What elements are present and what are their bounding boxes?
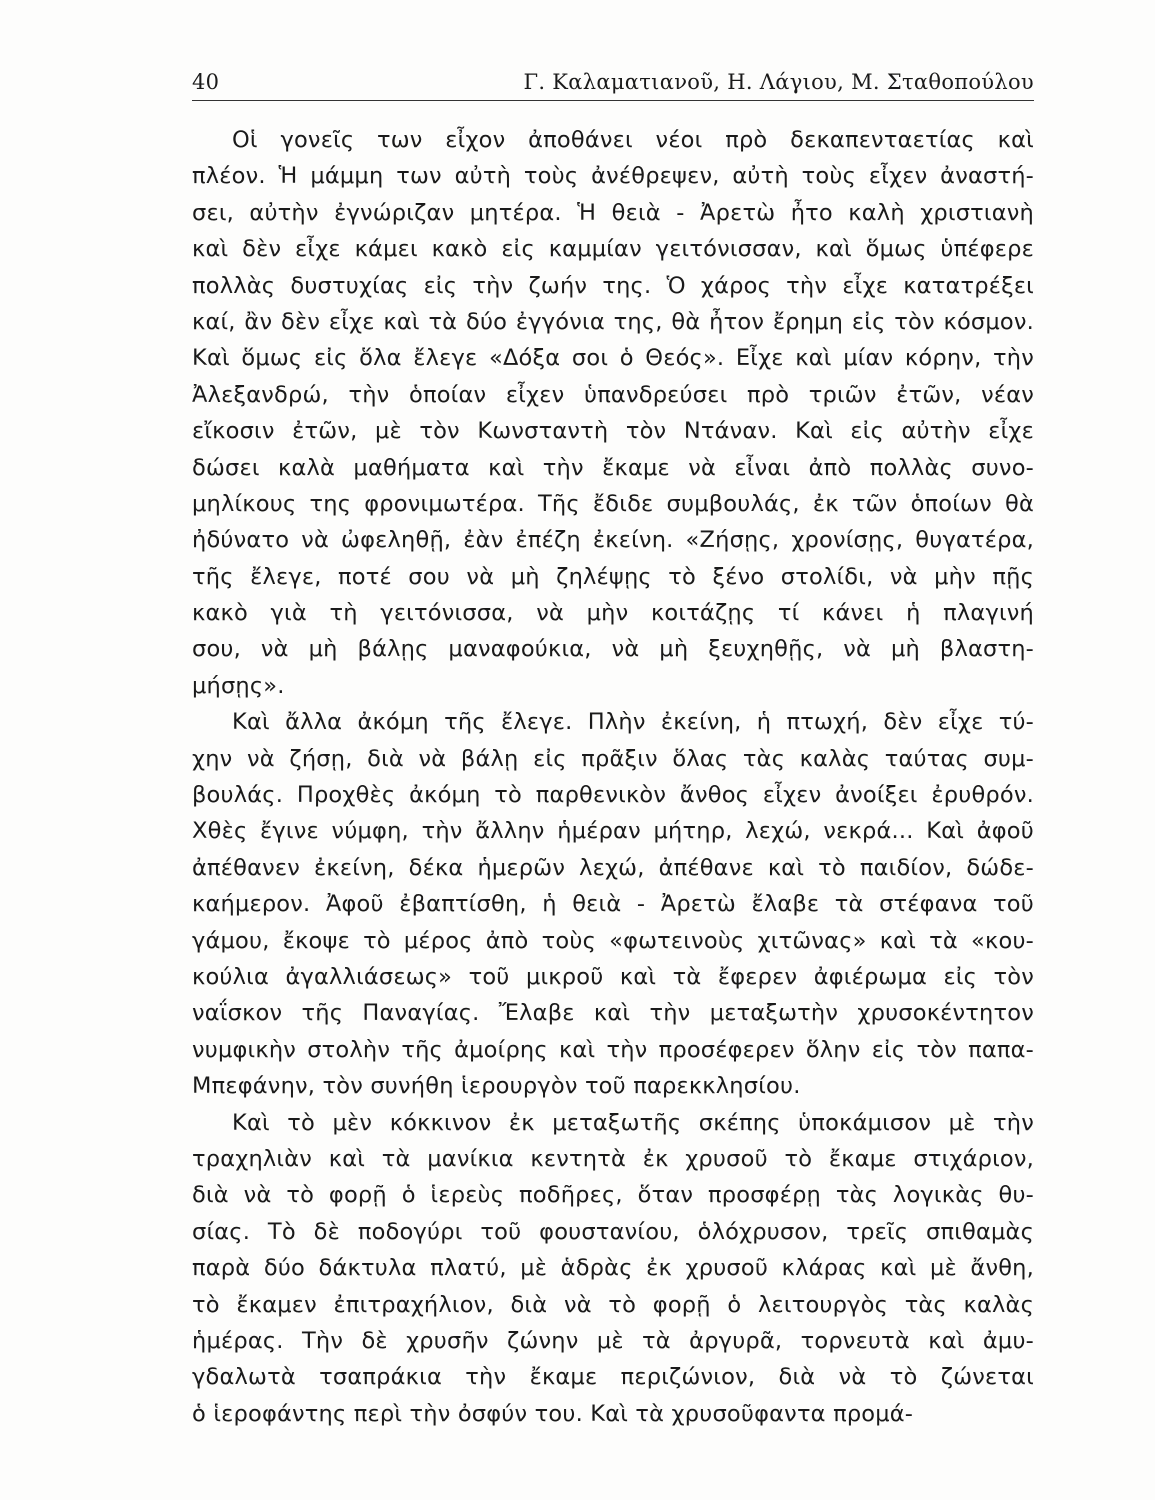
text-line: ἠδύνατο νὰ ὠφεληθῇ, ἐὰν ἐπέζη ἐκείνη. «Ζήσῃς, χρονίσῃς, θυγατέρα, [192, 527, 1034, 554]
text-line: Καὶ ἄλλα ἀκόμη τῆς ἔλεγε. Πλὴν ἐκείνη, ἡ πτωχή, δὲν εἶχε τύ- [232, 709, 1034, 736]
text-line: ναΐσκον τῆς Παναγίας. Ἔλαβε καὶ τὴν μεταξωτὴν χρυσοκέντητον [192, 1000, 1034, 1027]
text-line: ἀπέθανεν ἐκείνη, δέκα ἡμερῶν λεχώ, ἀπέθανε καὶ τὸ παιδίον, δώδε- [192, 854, 1034, 881]
text-line: Ἀλεξανδρώ, τὴν ὁποίαν εἶχεν ὑπανδρεύσει πρὸ τριῶν ἐτῶν, νέαν [192, 381, 1034, 408]
text-line: καί, ἂν δὲν εἶχε καὶ τὰ δύο ἐγγόνια της, θὰ ἦτον ἔρημη εἰς τὸν κόσμον. [192, 308, 1034, 335]
header-rule [192, 100, 1034, 101]
text-line: Μπεφάνην, τὸν συνήθη ἱερουργὸν τοῦ παρεκκλησίου. [192, 1073, 801, 1100]
text-line: Καὶ ὅμως εἰς ὅλα ἔλεγε «Δόξα σοι ὁ Θεός». Εἶχε καὶ μίαν κόρην, τὴν [192, 345, 1034, 372]
text-line: δώσει καλὰ μαθήματα καὶ τὴν ἔκαμε νὰ εἶναι ἀπὸ πολλὰς συνο- [192, 454, 1034, 481]
text-line: γδαλωτὰ τσαπράκια τὴν ἔκαμε περιζώνιον, διὰ νὰ τὸ ζώνεται [192, 1364, 1034, 1391]
text-line: εἴκοσιν ἐτῶν, μὲ τὸν Κωνσταντὴ τὸν Ντάναν. Καὶ εἰς αὐτὴν εἶχε [192, 418, 1034, 445]
text-line: τραχηλιὰν καὶ τὰ μανίκια κεντητὰ ἐκ χρυσοῦ τὸ ἔκαμε στιχάριον, [192, 1145, 1034, 1172]
text-line: νυμφικὴν στολὴν τῆς ἀμοίρης καὶ τὴν προσέφερεν ὅλην εἰς τὸν παπα- [192, 1036, 1034, 1063]
text-line: τὸ ἔκαμεν ἐπιτραχήλιον, διὰ νὰ τὸ φορῇ ὁ λειτουργὸς τὰς καλὰς [192, 1291, 1034, 1318]
paragraph [192, 122, 1034, 704]
text-line: σίας. Τὸ δὲ ποδογύρι τοῦ φουστανίου, ὁλόχρυσον, τρεῖς σπιθαμὰς [192, 1218, 1034, 1245]
text-line: ἡμέρας. Τὴν δὲ χρυσῆν ζώνην μὲ τὰ ἀργυρᾶ, τορνευτὰ καὶ ἀμυ- [192, 1327, 1034, 1354]
text-line: καὶ δὲν εἶχε κάμει κακὸ εἰς καμμίαν γειτόνισσαν, καὶ ὅμως ὑπέφερε [192, 236, 1034, 263]
paragraph [192, 1105, 1034, 1433]
text-line: γάμου, ἔκοψε τὸ μέρος ἀπὸ τοὺς «φωτεινοὺς χιτῶνας» καὶ τὰ «κου- [192, 927, 1034, 954]
text-line: μήσῃς». [192, 672, 285, 699]
text-line: παρὰ δύο δάκτυλα πλατύ, μὲ ἁδρὰς ἐκ χρυσοῦ κλάρας καὶ μὲ ἄνθη, [192, 1255, 1034, 1282]
text-line: τῆς ἔλεγε, ποτέ σου νὰ μὴ ζηλέψῃς τὸ ξένο στολίδι, νὰ μὴν πῇς [192, 563, 1034, 590]
text-line: Χθὲς ἔγινε νύμφη, τὴν ἄλλην ἡμέραν μήτηρ, λεχώ, νεκρά... Καὶ ἀφοῦ [192, 818, 1034, 845]
page-number: 40 [192, 70, 220, 94]
text-line: κακὸ γιὰ τὴ γειτόνισσα, νὰ μὴν κοιτάζῃς τί κάνει ἡ πλαγινή [192, 600, 1034, 627]
text-line: πλέον. Ἡ μάμμη των αὐτὴ τοὺς ἀνέθρεψεν, αὐτὴ τοὺς εἶχεν ἀναστή- [192, 163, 1034, 190]
text-line: μηλίκους της φρονιμωτέρα. Τῆς ἔδιδε συμβουλάς, ἐκ τῶν ὁποίων θὰ [192, 490, 1034, 517]
text-line: διὰ νὰ τὸ φορῇ ὁ ἱερεὺς ποδῆρες, ὅταν προσφέρῃ τὰς λογικὰς θυ- [192, 1182, 1034, 1209]
page-header [192, 70, 1034, 104]
text-line: πολλὰς δυστυχίας εἰς τὴν ζωήν της. Ὁ χάρος τὴν εἶχε κατατρέξει [192, 272, 1034, 299]
text-line: κούλια ἀγαλλιάσεως» τοῦ μικροῦ καὶ τὰ ἔφερεν ἀφιέρωμα εἰς τὸν [192, 963, 1034, 990]
text-line: καήμερον. Ἀφοῦ ἐβαπτίσθη, ἡ θειὰ - Ἀρετὼ ἔλαβε τὰ στέφανα τοῦ [192, 891, 1034, 918]
text-line: σου, νὰ μὴ βάλῃς μαναφούκια, νὰ μὴ ξευχηθῇς, νὰ μὴ βλαστη- [192, 636, 1034, 663]
text-line: βουλάς. Προχθὲς ἀκόμη τὸ παρθενικὸν ἄνθος εἶχεν ἀνοίξει ἐρυθρόν. [192, 782, 1034, 809]
paragraph [192, 704, 1034, 1104]
text-line: ὁ ἱεροφάντης περὶ τὴν ὀσφύν του. Καὶ τὰ χρυσοῦφαντα προμά- [192, 1400, 914, 1427]
text-line: σει, αὐτὴν ἐγνώριζαν μητέρα. Ἡ θειὰ - Ἀρετὼ ἦτο καλὴ χριστιανὴ [192, 199, 1034, 226]
text-line: Οἱ γονεῖς των εἶχον ἀποθάνει νέοι πρὸ δεκαπενταετίας καὶ [232, 127, 1034, 153]
running-head: Γ. Καλαματιανοῦ, Η. Λάγιου, Μ. Σταθοπούλου [523, 70, 1034, 94]
text-line: Καὶ τὸ μὲν κόκκινον ἐκ μεταξωτῆς σκέπης ὑποκάμισον μὲ τὴν [232, 1109, 1034, 1136]
text-line: χην νὰ ζήσῃ, διὰ νὰ βάλῃ εἰς πρᾶξιν ὅλας τὰς καλὰς ταύτας συμ- [192, 745, 1034, 772]
body-text [192, 122, 1034, 1432]
